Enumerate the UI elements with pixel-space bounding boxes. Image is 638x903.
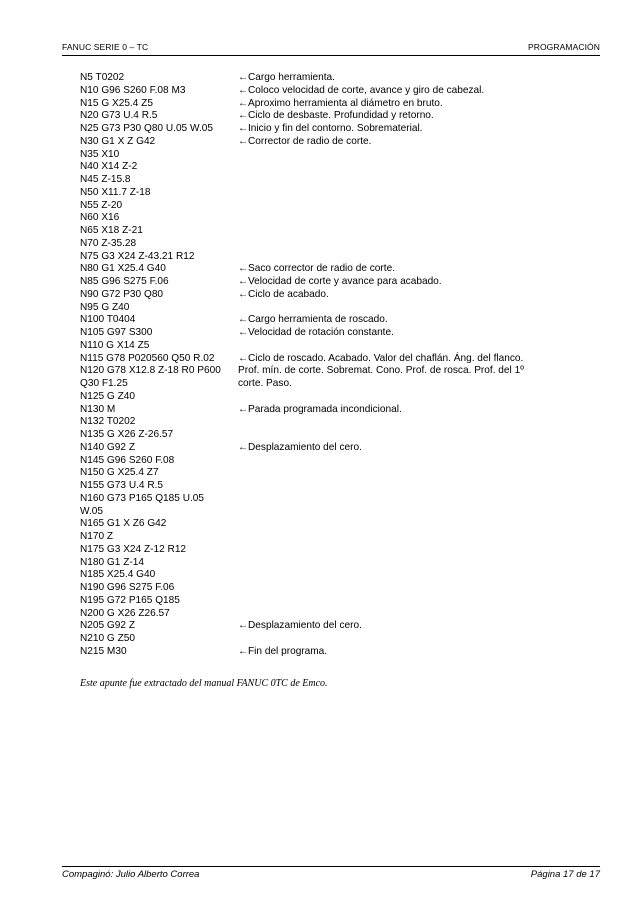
program-line — [80, 161, 600, 174]
header-title: FANUC SERIE 0 – TC — [62, 42, 149, 52]
left-arrow-icon: ← — [238, 135, 249, 147]
comment-text: Prof. mín. de corte. Sobremat. Cono. Prof. de rosca. Prof. del 1º — [238, 365, 524, 377]
left-arrow-icon: ← — [238, 110, 249, 122]
page-number: Página 17 de 17 — [530, 869, 600, 880]
comment-text: Ciclo de acabado. — [248, 288, 329, 300]
program-comment — [238, 72, 335, 85]
page-footer — [62, 866, 600, 880]
program-code: N85 G96 S275 F.06 — [80, 276, 169, 287]
program-line — [80, 225, 600, 238]
cnc-program-listing — [80, 72, 600, 659]
program-line — [80, 608, 600, 621]
program-line — [80, 518, 600, 531]
comment-text: Ciclo de roscado. Acabado. Valor del chaflán. Áng. del flanco. — [248, 352, 524, 364]
program-line — [80, 582, 600, 595]
program-code: N35 X10 — [80, 148, 120, 160]
program-code: N155 G73 U.4 R.5 — [80, 480, 164, 491]
program-line — [80, 646, 600, 659]
left-arrow-icon: ← — [238, 288, 249, 300]
program-line — [80, 480, 600, 493]
comment-text: Ciclo de desbaste. Profundidad y retorno. — [248, 110, 434, 122]
program-code: N175 G3 X24 Z-12 R12 — [80, 543, 187, 555]
comment-text: Inicio y fin del contorno. Sobrematerial. — [248, 123, 423, 134]
program-line — [80, 174, 600, 187]
program-code: N30 G1 X Z G42 — [80, 135, 156, 147]
program-comment — [238, 442, 362, 455]
program-code: N75 G3 X24 Z-43.21 R12 — [80, 250, 195, 262]
program-code: N100 T0404 — [80, 314, 136, 326]
program-code: N150 G X25.4 Z7 — [80, 467, 159, 479]
program-line — [80, 365, 600, 378]
program-code: N135 G X26 Z-26.57 — [80, 429, 174, 440]
left-arrow-icon: ← — [238, 97, 249, 109]
comment-text: Parada programada incondicional. — [248, 403, 402, 415]
program-code: N180 G1 Z-14 — [80, 556, 144, 568]
program-comment — [238, 110, 434, 123]
program-line — [80, 620, 600, 633]
program-code: N200 G X26 Z26.57 — [80, 607, 170, 619]
program-code: N130 M — [80, 403, 116, 415]
program-code: N125 G Z40 — [80, 390, 135, 402]
program-line — [80, 98, 600, 111]
program-line — [80, 212, 600, 225]
program-line — [80, 416, 600, 429]
program-code: N45 Z-15.8 — [80, 174, 131, 185]
program-line — [80, 123, 600, 136]
program-line — [80, 251, 600, 264]
program-code: N190 G96 S275 F.06 — [80, 582, 175, 593]
comment-text: Aproximo herramienta al diámetro en bruto. — [248, 97, 443, 109]
program-line — [80, 238, 600, 251]
program-code: N195 G72 P165 Q185 — [80, 594, 180, 606]
program-code: N5 T0202 — [80, 72, 125, 83]
left-arrow-icon: ← — [238, 645, 249, 657]
left-arrow-icon: ← — [238, 441, 249, 453]
program-comment — [238, 314, 388, 327]
left-arrow-icon: ← — [238, 620, 249, 632]
program-code: N110 G X14 Z5 — [80, 339, 150, 351]
source-note: Este apunte fue extractado del manual FANUC 0TC de Emco. — [80, 678, 328, 689]
program-code: N65 X18 Z-21 — [80, 225, 143, 236]
left-arrow-icon: ← — [238, 352, 249, 364]
program-line — [80, 263, 600, 276]
program-code: N70 Z-35.28 — [80, 237, 137, 249]
program-comment — [238, 646, 327, 659]
program-line — [80, 391, 600, 404]
program-line — [80, 595, 600, 608]
left-arrow-icon: ← — [238, 403, 249, 415]
program-comment — [238, 365, 524, 378]
program-code: N210 G Z50 — [80, 633, 135, 644]
comment-text: corte. Paso. — [238, 378, 292, 389]
header-section: PROGRAMACIÓN — [527, 42, 600, 52]
program-code: N160 G73 P165 Q185 U.05 — [80, 492, 205, 504]
program-code: N55 Z-20 — [80, 199, 123, 211]
comment-text: Coloco velocidad de corte, avance y giro de cabezal. — [248, 84, 485, 96]
program-code: N60 X16 — [80, 212, 120, 224]
left-arrow-icon: ← — [238, 314, 249, 326]
program-code: N10 G96 S260 F.08 M3 — [80, 84, 186, 96]
program-comment — [238, 98, 443, 111]
left-arrow-icon: ← — [238, 72, 249, 83]
program-line — [80, 429, 600, 442]
program-line — [80, 467, 600, 480]
program-line — [80, 289, 600, 302]
comment-text: Saco corrector de radio de corte. — [248, 263, 395, 275]
program-line — [80, 340, 600, 353]
program-comment — [238, 136, 371, 149]
program-comment — [238, 289, 329, 302]
program-line — [80, 136, 600, 149]
comment-text: Corrector de radio de corte. — [248, 135, 372, 147]
program-code: N80 G1 X25.4 G40 — [80, 263, 166, 275]
program-comment — [238, 276, 442, 289]
program-line — [80, 314, 600, 327]
program-code: N90 G72 P30 Q80 — [80, 288, 164, 300]
program-line — [80, 404, 600, 417]
program-code: N170 Z — [80, 531, 114, 542]
program-code: N165 G1 X Z6 G42 — [80, 518, 167, 530]
comment-text: Cargo herramienta. — [248, 72, 335, 83]
left-arrow-icon: ← — [238, 84, 249, 96]
program-line — [80, 544, 600, 557]
program-line — [80, 200, 600, 213]
program-code: N132 T0202 — [80, 416, 136, 428]
footer-author: Compaginó: Julio Alberto Correa — [62, 869, 200, 880]
program-line — [80, 442, 600, 455]
program-code: N25 G73 P30 Q80 U.05 W.05 — [80, 123, 213, 134]
program-line — [80, 493, 600, 506]
program-comment — [238, 327, 394, 340]
comment-text: Velocidad de corte y avance para acabado. — [248, 276, 442, 287]
program-line — [80, 187, 600, 200]
program-line — [80, 506, 600, 519]
comment-text: Cargo herramienta de roscado. — [248, 314, 388, 326]
program-comment — [238, 85, 484, 98]
program-code: N105 G97 S300 — [80, 327, 153, 338]
program-code: N120 G78 X12.8 Z-18 R0 P600 — [80, 365, 221, 377]
program-line — [80, 569, 600, 582]
program-line — [80, 85, 600, 98]
program-comment — [238, 263, 395, 276]
comment-text: Fin del programa. — [248, 645, 328, 657]
program-code: N145 G96 S260 F.08 — [80, 454, 175, 466]
program-code: N205 G92 Z — [80, 620, 135, 632]
left-arrow-icon: ← — [238, 276, 249, 287]
program-code: N40 X14 Z-2 — [80, 161, 138, 173]
page-header — [62, 41, 600, 56]
left-arrow-icon: ← — [238, 123, 249, 134]
program-code: N95 G Z40 — [80, 301, 130, 313]
program-code: N15 G X25.4 Z5 — [80, 97, 153, 109]
program-code: W.05 — [80, 505, 104, 517]
program-code: N185 X25.4 G40 — [80, 569, 156, 581]
program-comment — [238, 378, 292, 391]
program-line — [80, 557, 600, 570]
program-code: N50 X11.7 Z-18 — [80, 186, 151, 198]
program-line — [80, 378, 600, 391]
left-arrow-icon: ← — [238, 327, 249, 338]
program-line — [80, 531, 600, 544]
program-line — [80, 633, 600, 646]
comment-text: Velocidad de rotación constante. — [248, 327, 394, 338]
program-line — [80, 276, 600, 289]
left-arrow-icon: ← — [238, 263, 249, 275]
program-line — [80, 72, 600, 85]
program-comment — [238, 620, 362, 633]
program-line — [80, 353, 600, 366]
program-code: N20 G73 U.4 R.5 — [80, 110, 158, 122]
program-code: Q30 F1.25 — [80, 378, 128, 389]
program-line — [80, 302, 600, 315]
program-code: N215 M30 — [80, 645, 127, 657]
program-comment — [238, 123, 423, 136]
comment-text: Desplazamiento del cero. — [248, 441, 362, 453]
program-comment — [238, 404, 402, 417]
program-comment — [238, 353, 523, 366]
program-line — [80, 110, 600, 123]
program-code: N115 G78 P020560 Q50 R.02 — [80, 352, 215, 364]
program-code: N140 G92 Z — [80, 441, 135, 453]
program-line — [80, 327, 600, 340]
program-line — [80, 455, 600, 468]
program-line — [80, 149, 600, 162]
comment-text: Desplazamiento del cero. — [248, 620, 362, 632]
